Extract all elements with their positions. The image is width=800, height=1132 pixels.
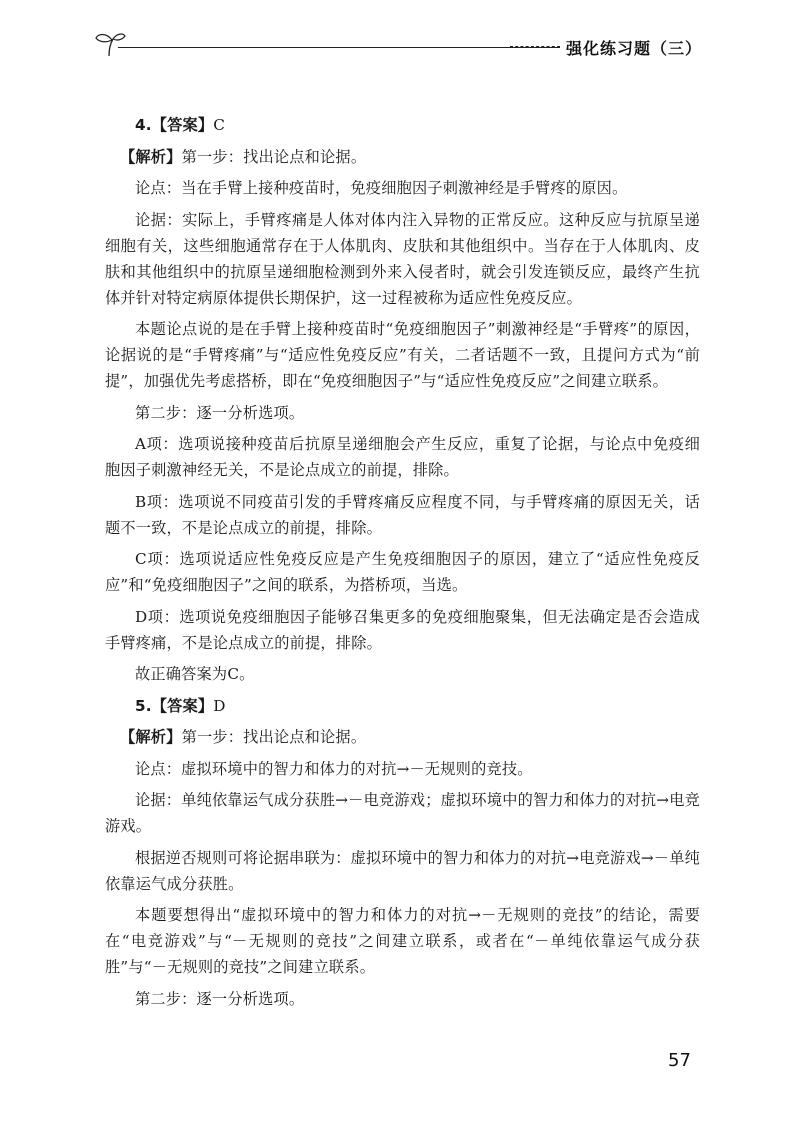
- header-title: 强化练习题（三）: [566, 39, 703, 58]
- analysis-label: 【解析】: [120, 728, 182, 746]
- option-d-analysis: D项：选项说免疫细胞因子能够召集更多的免疫细胞聚集，但无法确定是否会造成手臂疼痛，不是论点成立的前提，排除。: [105, 607, 700, 652]
- paragraph: 本题论点说的是在手臂上接种疫苗时“免疫细胞因子”刺激神经是“手臂疼”的原因，论据说的是“手臂疼痛”与“适应性免疫反应”有关，二者话题不一致，且提问方式为“前提”，加强优先考虑搭桥，即在“免疫细胞因子”与“适应性免疫反应”之间建立联系。: [105, 320, 700, 390]
- answer-label: 4.【答案】: [135, 116, 214, 134]
- analysis-line: [105, 724, 700, 750]
- option-c-analysis: C项：选项说适应性免疫反应是产生免疫细胞因子的原因，建立了“适应性免疫反应”和“免疫细胞因子”之间的联系，为搭桥项，当选。: [105, 550, 700, 594]
- page-content: [105, 112, 700, 1012]
- paragraph: 第二步：逐一分析选项。: [135, 989, 305, 1008]
- paragraph: 论点：虚拟环境中的智力和体力的对抗→－无规则的竞技。: [135, 759, 533, 778]
- page-header: [0, 0, 800, 70]
- analysis-text: 第一步：找出论点和论据。: [181, 728, 367, 746]
- header-dashes: [510, 46, 560, 47]
- answer-value: D: [213, 696, 226, 715]
- option-b-analysis: B项：选项说不同疫苗引发的手臂疼痛反应程度不同，与手臂疼痛的原因无关，话题不一致，不是论点成立的前提，排除。: [105, 492, 700, 537]
- paragraph: 故正确答案为C。: [135, 665, 255, 683]
- answer-value: C: [213, 116, 226, 134]
- option-a-analysis: A项：选项说接种疫苗后抗原呈递细胞会产生反应，重复了论据，与论点中免疫细胞因子刺激神经无关，不是论点成立的前提，排除。: [105, 435, 700, 479]
- paragraph: 根据逆否规则可将论据串联为：虚拟环境中的智力和体力的对抗→电竞游戏→－单纯依靠运气成分获胜。: [105, 848, 700, 893]
- answer-line-4: [105, 112, 700, 138]
- paragraph: 论点：当在手臂上接种疫苗时，免疫细胞因子刺激神经是手臂疼的原因。: [135, 179, 628, 197]
- paragraph: 论据：单纯依靠运气成分获胜→－电竞游戏；虚拟环境中的智力和体力的对抗→电竞游戏。: [105, 791, 700, 835]
- paragraph: 论据：实际上，手臂疼痛是人体对体内注入异物的正常反应。这种反应与抗原呈递细胞有关，这些细胞通常存在于人体肌肉、皮肤和其他组织中。当存在于人体肌肉、皮肤和其他组织中的抗原呈递细胞检测到外来入侵者时，就会引发连锁反应，最终产生抗体并针对特定病原体提供长期保护，这一过程被称为适应性免疫反应。: [105, 210, 700, 307]
- analysis-line: [105, 144, 700, 170]
- page-number: 57: [668, 1050, 691, 1071]
- answer-line-5: [105, 693, 700, 719]
- sprout-icon: [93, 28, 127, 58]
- paragraph: 本题要想得出“虚拟环境中的智力和体力的对抗→－无规则的竞技”的结论，需要在“电竞游戏”与“－无规则的竞技”之间建立联系，或者在“－单纯依靠运气成分获胜”与“－无规则的竞技”之间建立联系。: [105, 906, 700, 976]
- analysis-text: 第一步：找出论点和论据。: [181, 147, 367, 166]
- answer-label: 5.【答案】: [135, 696, 214, 715]
- analysis-label: 【解析】: [120, 147, 182, 166]
- paragraph: 第二步：逐一分析选项。: [135, 403, 305, 422]
- header-rule: [118, 47, 560, 48]
